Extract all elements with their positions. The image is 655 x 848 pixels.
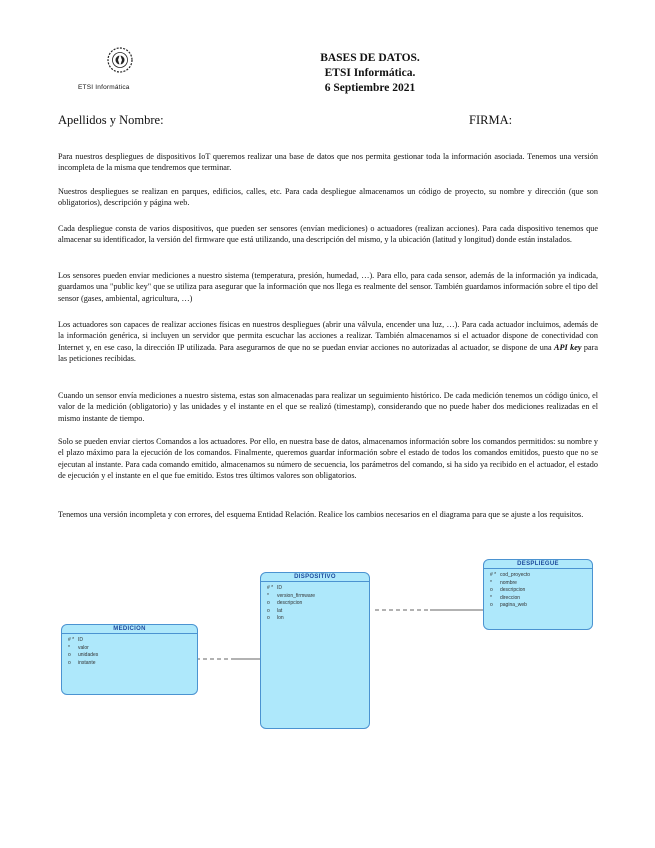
entity-dispositivo-title: DISPOSITIVO xyxy=(261,573,369,582)
attribute-row: * valor xyxy=(68,644,89,651)
entity-medicion-attributes xyxy=(62,634,197,667)
attribute-row: o descripcion xyxy=(267,600,303,607)
entity-despliegue-attributes xyxy=(484,569,592,610)
paragraph-actuadores xyxy=(58,319,598,365)
attribute-row: o descripcion xyxy=(490,587,526,594)
entity-despliegue[interactable] xyxy=(483,559,593,630)
exam-title xyxy=(270,51,470,96)
paragraph-mediciones: Cuando un sensor envía mediciones a nuestro sistema, estas son almacenadas para realizar un seguimiento histórico. De cada medición tenemos un código único, el valor de la medición (obligatorio) y las unidades y el instante en el que se realizó (timestamp), considerando que no puede haber dos mediciones realizadas en el mismo instante de tiempo. xyxy=(58,391,598,423)
attribute-row: # * cod_proyecto xyxy=(490,572,531,578)
attribute-row: * version_firmware xyxy=(267,592,316,599)
attribute-row: o instante xyxy=(68,659,96,666)
paragraph-actuadores-text: Los actuadores son capaces de realizar acciones físicas en nuestros despliegues (abrir una válvula, encender una luz, …). Para cada actuador incluimos, además de la información genérica, si incluyen un servidor que permita escuchar las acciones a realizar. También almacenamos si el actuador dispone de conectividad con Internet y, en ese caso, la dirección IP utilizada. Para asegurarnos de que no se puedan enviar acciones no autorizadas al actuador, se dispone de una xyxy=(58,320,598,352)
attribute-row: # * ID xyxy=(68,637,83,643)
paragraph-comandos: Solo se pueden enviar ciertos Comandos a los actuadores. Por ello, en nuestra base de datos, almacenamos información sobre los comandos permitidos: su nombre y el plazo máximo para la ejecución de los comandos. Finalmente, queremos guardar información sobre el estado de todos los comandos emitidos, puesto que no se ejecutan al instante. Para cada comando emitido, almacenamos su número de secuencia, los parámetros del comando, si ha sido ya recibido en el actuador, el estado de ejecución y el instante en el que fue emitido. Estos tres últimos valores son obligatorios. xyxy=(58,437,598,481)
paragraph-actuadores-end: para las peticiones recibidas. xyxy=(58,342,598,364)
paragraph-intro: Para nuestros despliegues de dispositivos IoT queremos realizar una base de datos que nos permita gestionar toda la información asociada. Tenemos una versión incompleta de la misma que tendremos que terminar. xyxy=(58,152,598,173)
entity-dispositivo-attributes xyxy=(261,582,369,623)
entity-medicion[interactable] xyxy=(61,624,198,695)
entity-medicion-title: MEDICION xyxy=(62,625,197,634)
paragraph-instrucciones: Tenemos una versión incompleta y con errores, del esquema Entidad Relación. Realice los cambios necesarios en el diagrama para que se ajuste a los requisitos. xyxy=(58,510,584,519)
attribute-row: * nombre xyxy=(490,579,517,586)
name-field-label: Apellidos y Nombre: xyxy=(58,113,164,127)
title-line-subject: BASES DE DATOS. xyxy=(320,52,420,64)
attribute-row: o pagina_web xyxy=(490,602,527,609)
title-line-date: 6 Septiembre 2021 xyxy=(324,82,416,94)
paragraph-dispositivo: Cada despliegue consta de varios dispositivos, que pueden ser sensores (envían mediciones) o actuadores (realizan acciones). Para cada dispositivo tenemos que almacenar su identificador, la versión del firmware que está utilizando, una descripción del mismo, y la ubicación (latitud y longitud) donde están instalados. xyxy=(58,224,598,245)
logo-caption: ETSI Informática xyxy=(78,84,130,91)
signature-field-label: FIRMA: xyxy=(469,113,513,127)
title-line-school: ETSI Informática. xyxy=(324,67,416,79)
entity-despliegue-title: DESPLIEGUE xyxy=(484,560,592,569)
university-logo-icon xyxy=(96,40,144,80)
paragraph-sensores: Los sensores pueden enviar mediciones a nuestro sistema (temperatura, presión, humedad, …). Para ello, para cada sensor, además de la información ya indicada, guardamos una "public key" que se utiliza para asegurar que la información que nos llega es realmente del sensor. También guardamos información sobre el tipo del sensor (gases, ambiental, agricultura, …) xyxy=(58,271,598,303)
attribute-row: o unidades xyxy=(68,652,99,659)
attribute-row: * direccion xyxy=(490,594,521,601)
entity-dispositivo[interactable] xyxy=(260,572,370,729)
attribute-row: o lat xyxy=(267,607,283,614)
paragraph-despliegue: Nuestros despliegues se realizan en parques, edificios, calles, etc. Para cada despliegue almacenamos un código de proyecto, su nombre y dirección (que son obligatorios), descripción y página web. xyxy=(58,187,598,208)
attribute-row: o lon xyxy=(267,615,284,622)
api-key-emphasis: API key xyxy=(554,342,582,352)
attribute-row: # * ID xyxy=(267,585,282,591)
